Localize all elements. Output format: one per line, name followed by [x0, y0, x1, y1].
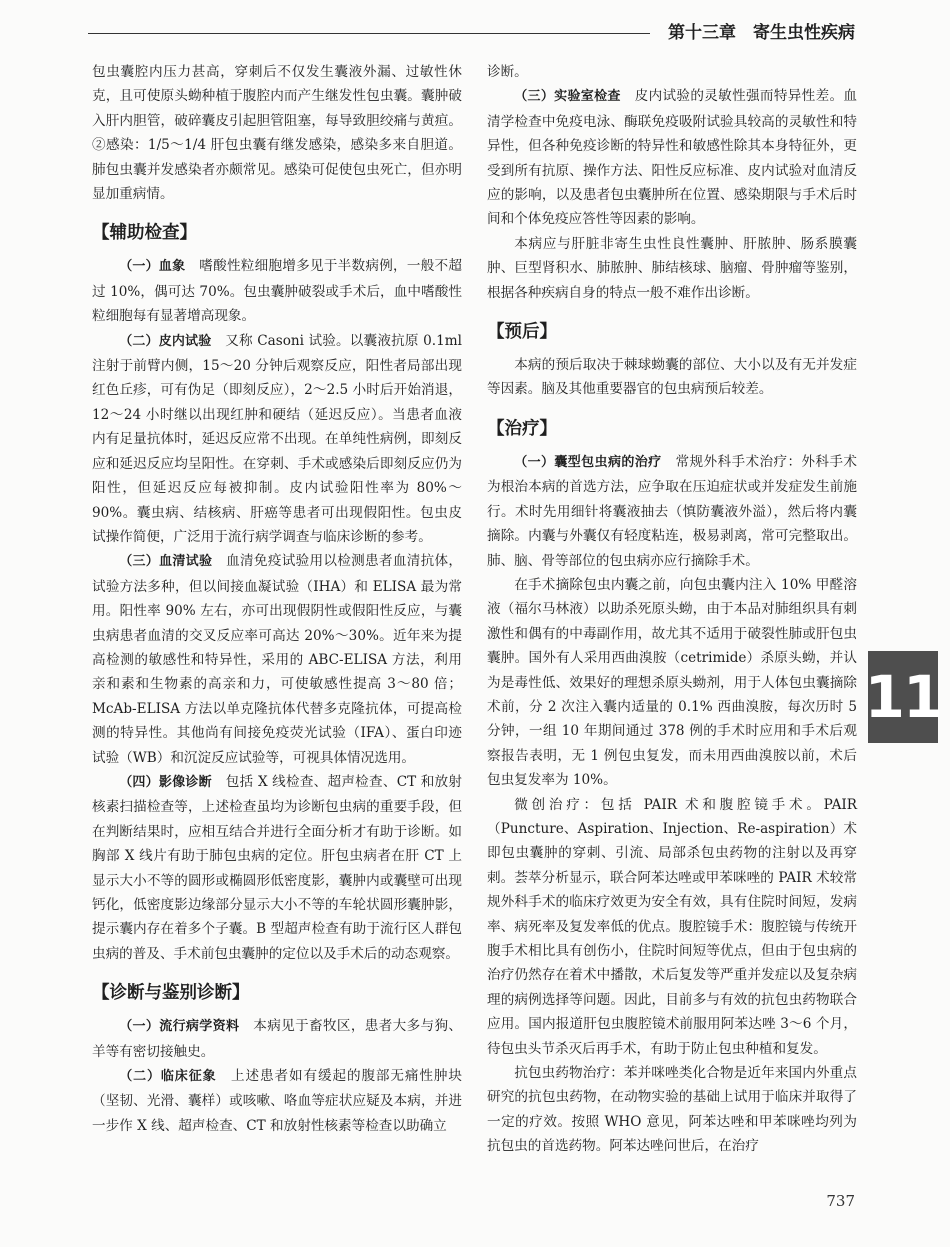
paragraph-text: 嗜酸性粒细胞增多见于半数病例，一般不超过 10%，偶可达 70%。包虫囊肿破裂或手术后，血中嗜酸性粒细胞每有显著增高现象。 — [92, 258, 462, 325]
paragraph-text: 本病见于畜牧区，患者大多与狗、羊等有密切接触史。 — [92, 1018, 462, 1060]
subheading-epidemiology: （一）流行病学资料 — [119, 1019, 240, 1035]
subheading-blood: （一）血象 — [119, 259, 186, 275]
section-heading-diagnosis: 【诊断与鉴别诊断】 — [92, 983, 250, 1004]
subheading-imaging: （四）影像诊断 — [119, 774, 212, 790]
section-heading-prognosis: 【预后】 — [487, 322, 557, 343]
page-number: 737 — [826, 1192, 855, 1210]
paragraph-imaging — [92, 770, 462, 966]
paragraph-drug-therapy: 抗包虫药物治疗：苯并咪唑类化合物是近年来国内外重点研究的抗包虫药物，在动物实验的基础上试用于临床并取得了一定的疗效。按照 WHO 意见，阿苯达唑和甲苯咪唑均列为抗包虫的首选药物。阿苯达唑问世后，在治疗 — [487, 1065, 857, 1155]
paragraph-blood — [92, 254, 462, 328]
paragraph-skin-test — [92, 329, 462, 550]
paragraph-cystic-treatment — [487, 450, 857, 573]
chapter-title: 第十三章 寄生虫性疾病 — [668, 23, 855, 43]
continuation-paragraph: 诊断。 — [487, 64, 528, 80]
intro-paragraph: 包虫囊腔内压力甚高，穿刺后不仅发生囊液外漏、过敏性休克，且可使原头蚴种植于腹腔内而产生继发性包虫囊。囊肿破入肝内胆管，破碎囊皮引起胆管阻塞，每导致胆绞痛与黄疸。②感染：1/5～1/4 肝包虫囊有继发感染，感染多来自胆道。肺包虫囊并发感染者亦颇常见。感染可促使包虫死亡，但亦明显加重病情。 — [92, 64, 462, 203]
subheading-serum-test: （三）血清试验 — [119, 554, 213, 570]
paragraph-text: 包括 X 线检查、超声检查、CT 和放射核素扫描检查等，上述检查虽均为诊断包虫病的重要手段，但在判断结果时，应相互结合并进行全面分析才有助于诊断。如胸部 X 线片有助于肺包虫病的定位。肝包虫病者在肝 CT 上显示大小不等的圆形或椭圆形低密度影，囊肿内或囊壁可出现钙化，低密度影边缘部分显示大小不等的车轮状圆形囊肿影，提示囊内存在着多个子囊。B 型超声检查有助于流行区人群包虫病的普及、手术前包虫囊肿的定位以及手术后的动态观察。 — [92, 773, 462, 962]
paragraph-text: 上述患者如有缓起的腹部无痛性肿块（坚韧、光滑、囊样）或咳嗽、咯血等症状应疑及本病，并进一步作 X 线、超声检查、CT 和放射性核素等检查以助确立 — [92, 1068, 462, 1134]
right-column — [487, 60, 857, 1159]
subheading-lab-exam: （三）实验室检查 — [514, 89, 621, 105]
paragraph-clinical-signs — [92, 1064, 462, 1138]
paragraph-prognosis: 本病的预后取决于棘球蚴囊的部位、大小以及有无并发症等因素。脑及其他重要器官的包虫病预后较差。 — [487, 357, 857, 398]
subheading-skin-test: （二）皮内试验 — [119, 333, 212, 349]
paragraph-text: 常规外科手术治疗：外科手术为根治本病的首选方法，应争取在压迫症状或并发症发生前施行。术时先用细针将囊液抽去（慎防囊液外溢），然后将内囊摘除。内囊与外囊仅有轻度粘连，极易剥离，常可完整取出。肺、脑、骨等部位的包虫病亦应行摘除手术。 — [487, 453, 857, 569]
left-column — [92, 60, 462, 1138]
paragraph-epidemiology — [92, 1014, 462, 1064]
chapter-thumb-tab: 11 — [868, 651, 938, 743]
paragraph-text: 又称 Casoni 试验。以囊液抗原 0.1ml 注射于前臂内侧，15～20 分钟后观察反应，阳性者局部出现红色丘疹，可有伪足（即刻反应），2～2.5 小时后开始消退，12～24 小时继以出现红肿和硬结（延迟反应）。当患者血液内有足量抗体时，延迟反应常不出现。在单纯性病例，即刻反应和延迟反应均呈阳性。在穿刺、手术或感染后即刻反应仍为阳性，但延迟反应每被抑制。皮内试验阳性率为 80%～90%。囊虫病、结核病、肝癌等患者可出现假阳性。包虫皮试操作简便，广泛用于流行病学调查与临床诊断的参考。 — [92, 332, 462, 545]
section-heading-treatment: 【治疗】 — [487, 418, 557, 439]
subheading-cystic-treatment: （一）囊型包虫病的治疗 — [514, 454, 662, 470]
running-header — [88, 18, 855, 48]
header-rule — [88, 33, 650, 34]
paragraph-minimally-invasive: 微创治疗：包括 PAIR 术和腹腔镜手术。PAIR（Puncture、Aspiration、Injection、Re-aspiration）术即包虫囊肿的穿刺、引流、局部杀包虫药物的注射以及再穿刺。荟萃分析显示，联合阿苯达唑或甲苯咪唑的 PAIR 术较常规外科手术的临床疗效更为安全有效，具有住院时间短，发病率、病死率及复发率低的优点。腹腔镜手术：腹腔镜与传统开腹手术相比具有创伤小，住院时间短等优点，但由于包虫病的治疗仍然存在着术中播散，术后复发等严重并发症以及复杂病理的病例选择等问题。因此，目前多与有效的抗包虫药物联合应用。国内报道肝包虫腹腔镜术前服用阿苯达唑 3～6 个月，待包虫头节杀灭后再手术，有助于防止包虫种植和复发。 — [487, 796, 857, 1057]
paragraph-differential: 本病应与肝脏非寄生虫性良性囊肿、肝脓肿、肠系膜囊肿、巨型肾积水、肺脓肿、肺结核球、脑瘤、骨肿瘤等鉴别，根据各种疾病自身的特点一般不难作出诊断。 — [487, 235, 857, 301]
paragraph-lab-exam — [487, 84, 857, 231]
paragraph-text: 血清免疫试验用以检测患者血清抗体，试验方法多种，但以间接血凝试验（IHA）和 ELISA 最为常用。阳性率 90% 左右，亦可出现假阴性或假阳性反应，与囊虫病患者血清的交叉反应率可高达 20%～30%。近年来为提高检测的敏感性和特异性，采用的 ABC-ELISA 方法，利用亲和素和生物素的高亲和力，可使敏感性提高 3～80 倍；McAb-ELISA 方法以单克隆抗体代替多克隆抗体，可提高检测的特异性。其他尚有间接免疫荧光试验（IFA）、蛋白印迹试验（WB）和沉淀反应试验等，可视具体情况选用。 — [92, 553, 462, 766]
subheading-clinical-signs: （二）临床征象 — [119, 1069, 217, 1085]
paragraph-text: 皮内试验的灵敏性强而特异性差。血清学检查中免疫电泳、酶联免疫吸附试验具较高的灵敏性和特异性，但各种免疫诊断的特异性和敏感性除其本身特征外，更受到所有抗原、操作方法、阳性反应标准、皮内试验对血清反应的影响，以及患者包虫囊肿所在位置、感染期限与手术后时间和个体免疫应答性等因素的影响。 — [487, 88, 857, 228]
paragraph-serum-test — [92, 549, 462, 770]
paragraph-preop-injection: 在手术摘除包虫内囊之前，向包虫囊内注入 10% 甲醛溶液（福尔马林液）以助杀死原头蚴，由于本品对肺组织具有刺激性和偶有的中毒副作用，故尤其不适用于破裂性肺或肝包虫囊肿。国外有人采用西曲溴胺（cetrimide）杀原头蚴，并认为是毒性低、效果好的理想杀原头蚴剂，用于人体包虫囊摘除术前，分 2 次注入囊内适量的 0.1% 西曲溴胺，每次历时 5 分钟，一组 10 年期间通过 378 例的手术时应用和手术后观察报告表明，无 1 例包虫复发，而未用西曲溴胺以前，术后包虫复发率为 10%。 — [487, 576, 857, 789]
section-heading-auxiliary-exams: 【辅助检查】 — [92, 223, 197, 244]
